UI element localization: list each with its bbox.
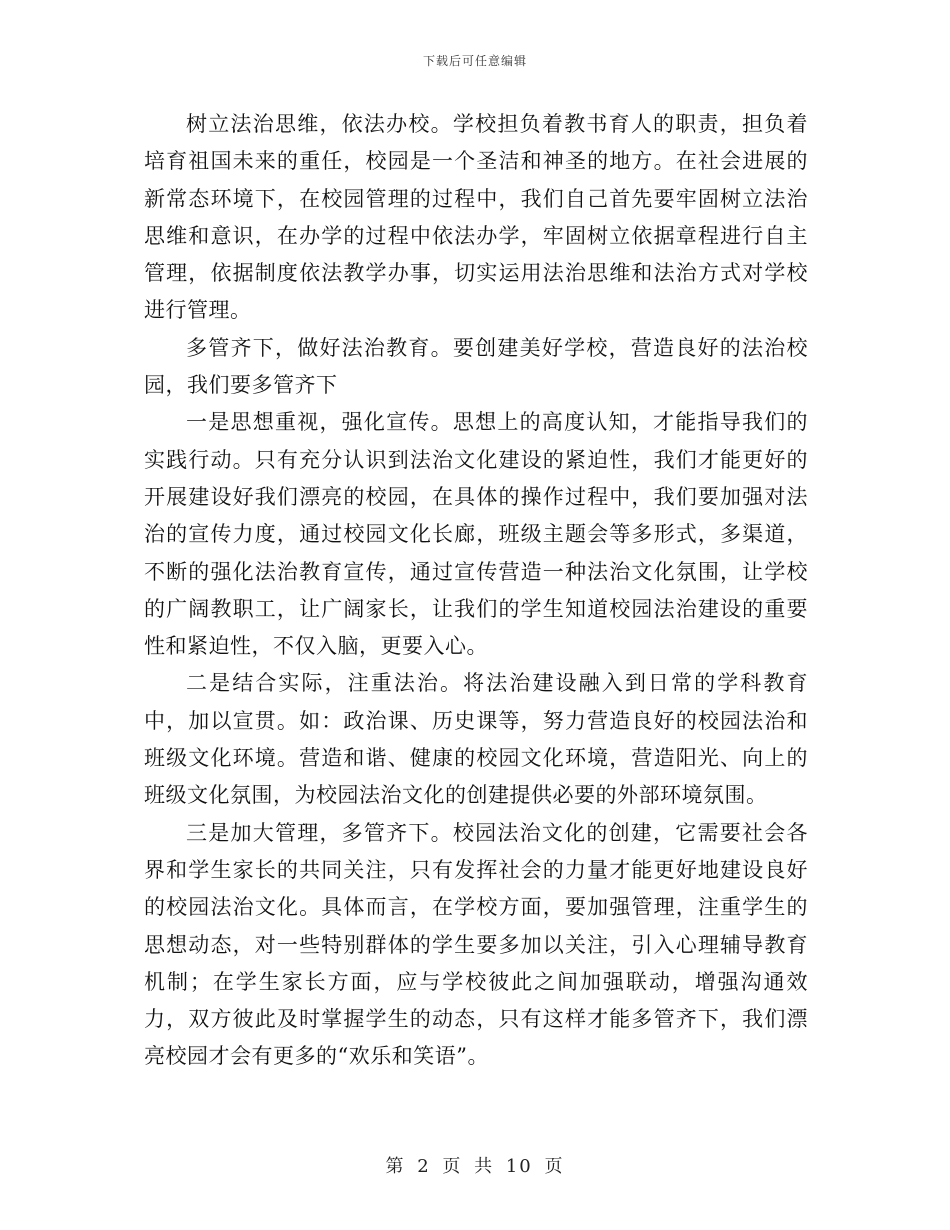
page-number: 第 2 页 共 10 页 [385, 1156, 565, 1177]
document-body [144, 106, 808, 1076]
paragraph: 多管齐下，做好法治教育。要创建美好学校，营造良好的法治校园，我们要多管齐下 [144, 335, 808, 398]
page-header: 下载后可任意编辑 [422, 54, 527, 68]
paragraph: 树立法治思维，依法办校。学校担负着教书育人的职责，担负着培育祖国未来的重任，校园是一个圣洁和神圣的地方。在社会进展的新常态环境下，在校园管理的过程中，我们自己首先要牢固树立法治思维和意识，在办学的过程中依法办学，牢固树立依据章程进行自主管理，依据制度依法教学办事，切实运用法治思维和法治方式对学校进行管理。 [144, 112, 808, 323]
paragraph: 二是结合实际，注重法治。将法治建设融入到日常的学科教育中，加以宣贯。如：政治课、历史课等，努力营造良好的校园法治和班级文化环境。营造和谐、健康的校园文化环境，营造阳光、向上的班级文化氛围，为校园法治文化的创建提供必要的外部环境氛围。 [144, 671, 808, 808]
paragraph: 三是加大管理，多管齐下。校园法治文化的创建，它需要社会各界和学生家长的共同关注，只有发挥社会的力量才能更好地建设良好的校园法治文化。具体而言，在学校方面，要加强管理，注重学生的思想动态，对一些特别群体的学生要多加以关注，引入心理辅导教育机制；在学生家长方面，应与学校彼此之间加强联动，增强沟通效力，双方彼此及时掌握学生的动态，只有这样才能多管齐下，我们漂亮校园才会有更多的“欢乐和笑语”。 [144, 820, 808, 1069]
paragraph: 一是思想重视，强化宣传。思想上的高度认知，才能指导我们的实践行动。只有充分认识到法治文化建设的紧迫性，我们才能更好的开展建设好我们漂亮的校园，在具体的操作过程中，我们要加强对法治的宣传力度，通过校园文化长廊，班级主题会等多形式，多渠道，不断的强化法治教育宣传，通过宣传营造一种法治文化氛围，让学校的广阔教职工，让广阔家长，让我们的学生知道校园法治建设的重要性和紧迫性，不仅入脑，更要入心。 [144, 410, 808, 659]
